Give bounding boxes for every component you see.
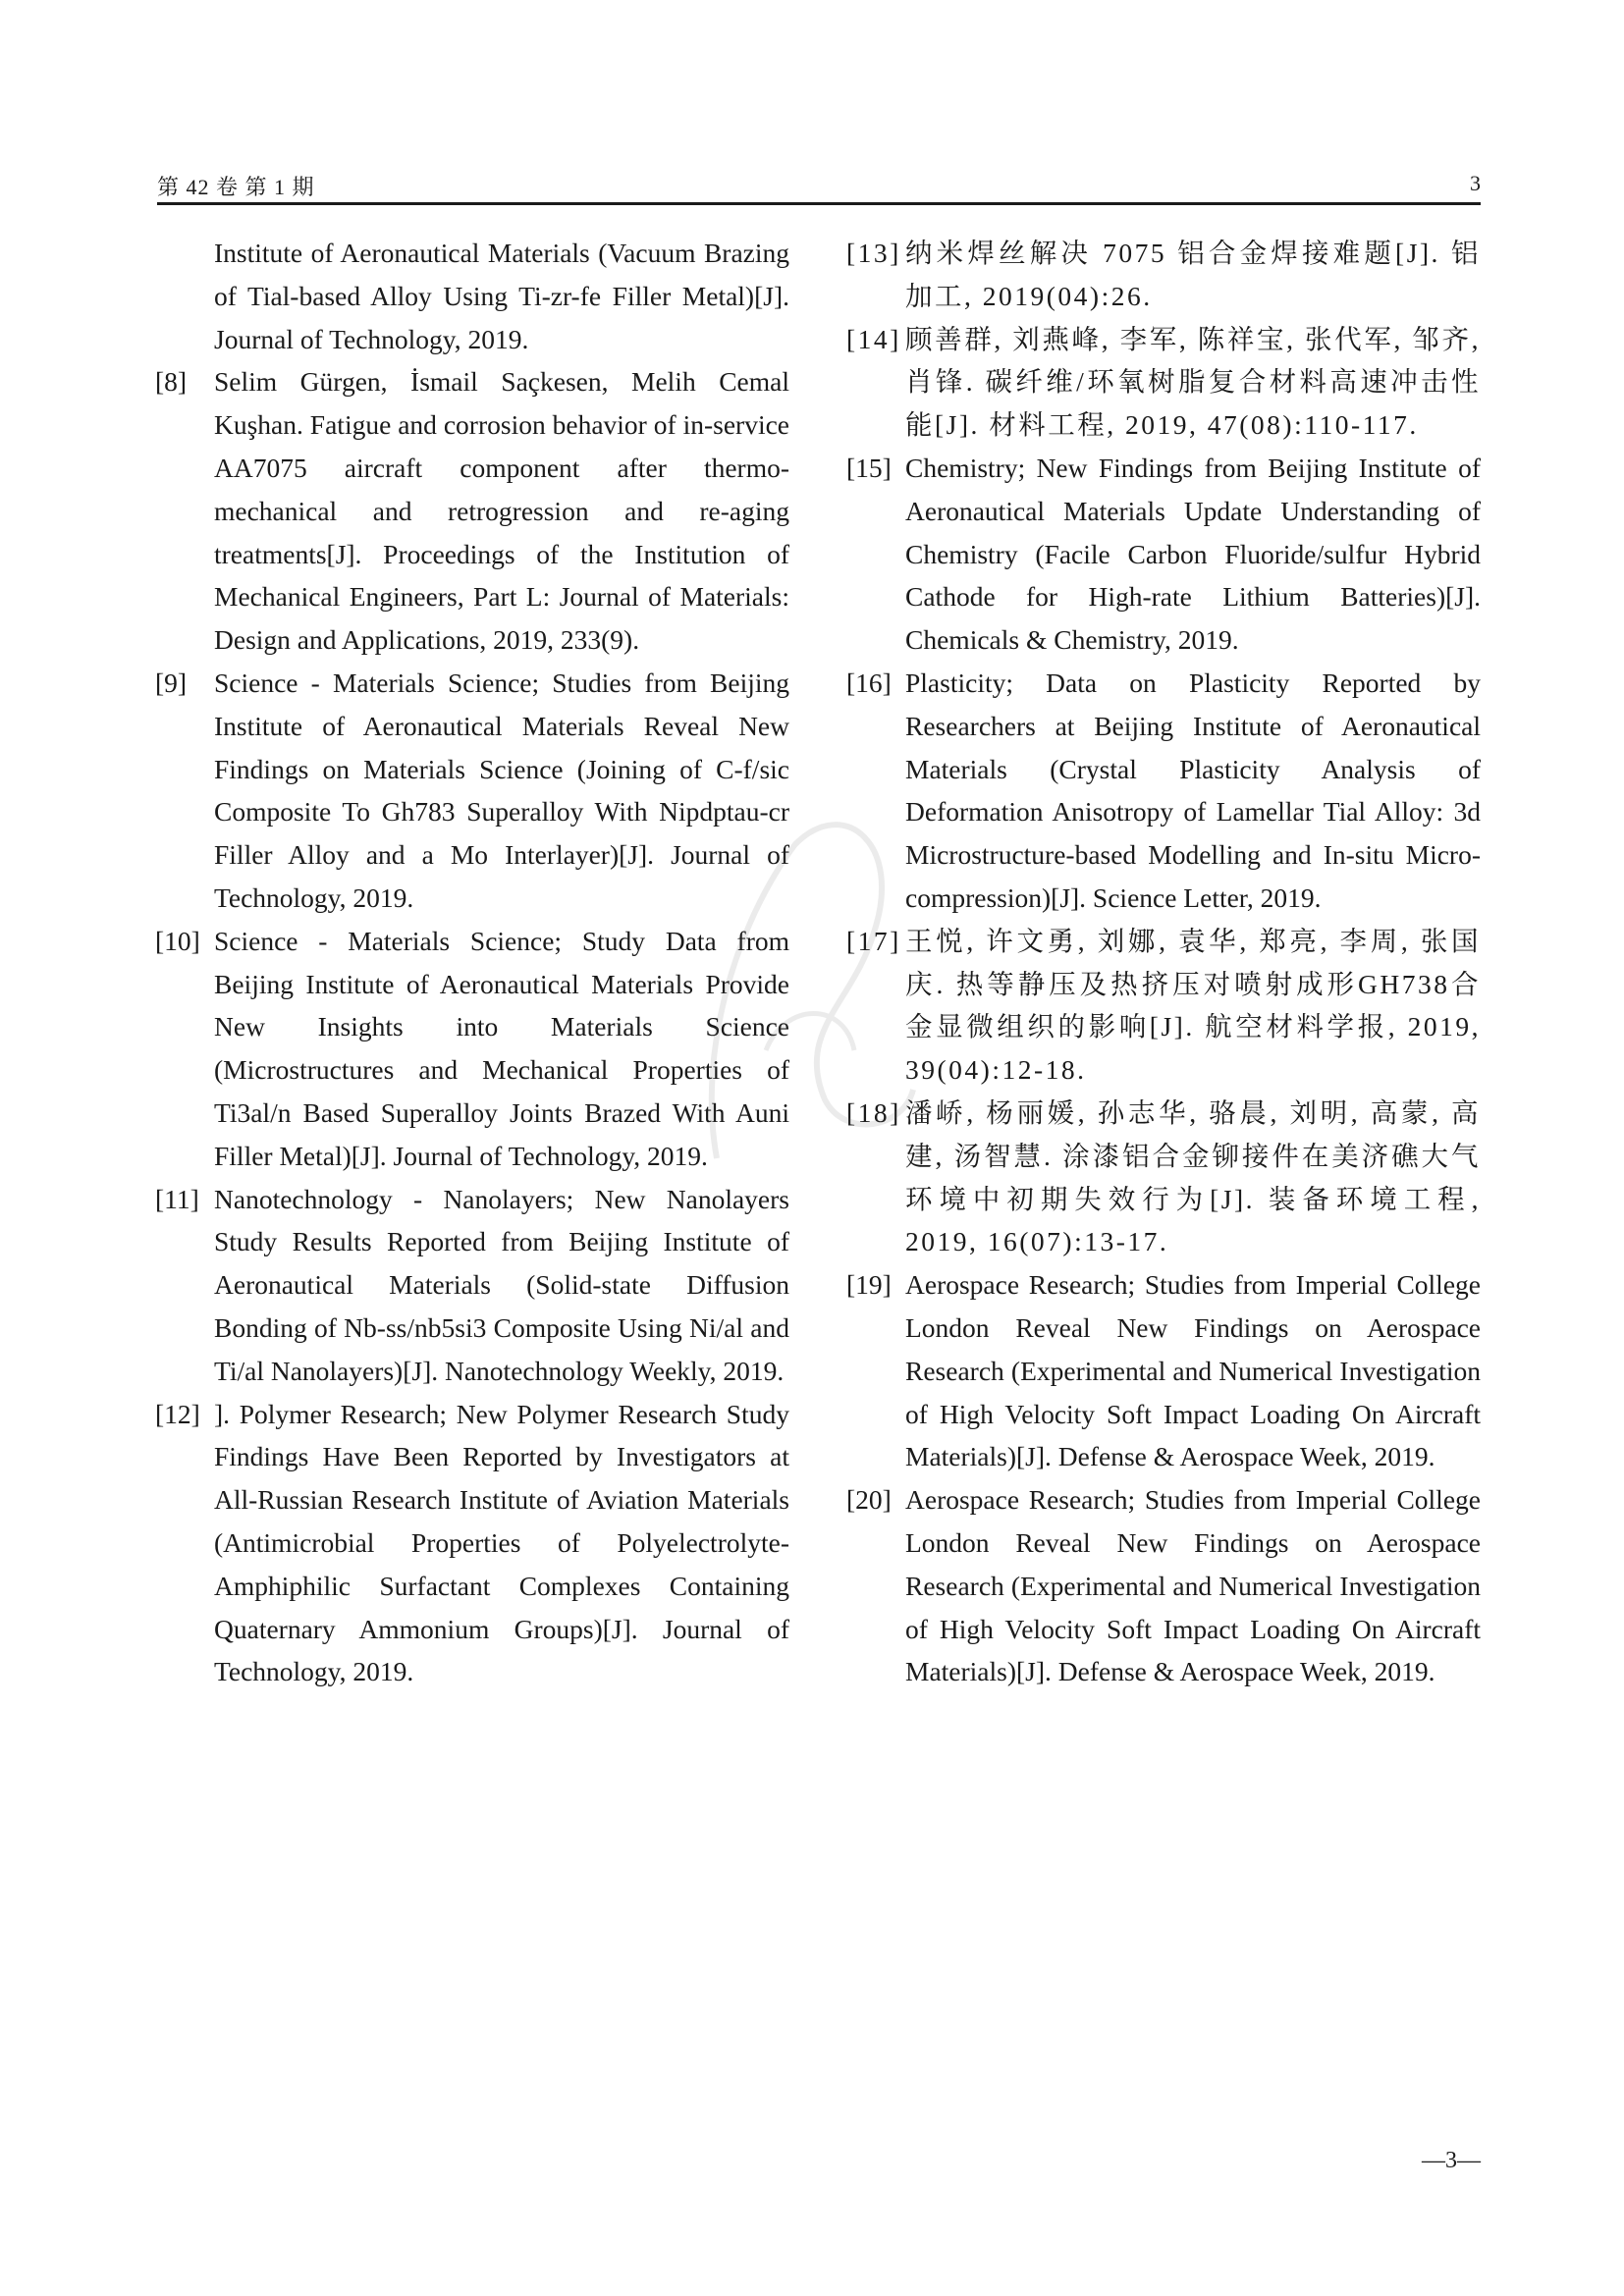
reference-item-20 — [846, 1478, 1481, 1693]
reference-item-13 — [846, 232, 1481, 318]
reference-number: [14] — [846, 323, 901, 354]
faint-watermark — [677, 805, 933, 1178]
reference-text: Institute of Aeronautical Materials (Vacuum Brazing of Tial-based Alloy Using Ti-zr-fe Filler Metal)[J]. Journal of Technology, 2019. — [214, 238, 789, 354]
reference-text: 王悦, 许文勇, 刘娜, 袁华, 郑亮, 李周, 张国庆. 热等静压及热挤压对喷射成形GH738合金显微组织的影响[J]. 航空材料学报, 2019, 39(04):12-18. — [905, 925, 1481, 1086]
reference-number: [18] — [846, 1096, 901, 1128]
reference-number: [10] — [155, 925, 200, 956]
reference-item-16 — [846, 662, 1481, 920]
reference-number: [17] — [846, 925, 901, 956]
reference-item-18 — [846, 1092, 1481, 1263]
reference-number: [19] — [846, 1269, 892, 1301]
reference-item-8 — [155, 360, 789, 662]
reference-text: Aerospace Research; Studies from Imperial College London Reveal New Findings on Aerospace Research (Experimental and Numerical Investigation of High Velocity Soft Impact Loading On Aircraft Materials)[J]. Defense & Aerospace Week, 2019. — [905, 1484, 1481, 1687]
reference-number: [13] — [846, 238, 901, 268]
reference-number: [11] — [155, 1183, 199, 1214]
reference-text: ]. Polymer Research; New Polymer Research Study Findings Have Been Reported by Investigators at All-Russian Research Institute of Aviation Materials (Antimicrobial Properties of Polyelectrolyte-Amphiphilic Surfactant Complexes Containing Quaternary Ammonium Groups)[J]. Journal of Technology, 2019. — [214, 1398, 789, 1687]
reference-text: 潘峤, 杨丽媛, 孙志华, 骆晨, 刘明, 高蒙, 高建, 汤智慧. 涂漆铝合金铆接件在美济礁大气环境中初期失效行为[J]. 装备环境工程, 2019, 16(07):13-17. — [905, 1096, 1481, 1257]
header-rule — [157, 202, 1481, 205]
reference-number: [12] — [155, 1398, 200, 1429]
reference-text: 纳米焊丝解决 7075 铝合金焊接难题[J]. 铝加工, 2019(04):26. — [905, 238, 1481, 311]
reference-number: [20] — [846, 1484, 892, 1516]
right-reference-column — [846, 232, 1481, 1693]
reference-number: [8] — [155, 366, 188, 398]
reference-item-12 — [155, 1393, 789, 1694]
reference-item-7-continued — [155, 232, 789, 360]
reference-text: Science - Materials Science; Studies from Beijing Institute of Aeronautical Materials Reveal New Findings on Materials Science (Joining of C-f/sic Composite To Gh783 Superalloy With Nipdptau-cr Filler Alloy and a Mo Interlayer)[J]. Journal of Technology, 2019. — [214, 667, 789, 913]
reference-item-15 — [846, 447, 1481, 662]
reference-item-14 — [846, 318, 1481, 447]
watermark-stroke — [766, 1014, 854, 1051]
reference-text: Aerospace Research; Studies from Imperial College London Reveal New Findings on Aerospace Research (Experimental and Numerical Investigation of High Velocity Soft Impact Loading On Aircraft Materials)[J]. Defense & Aerospace Week, 2019. — [905, 1269, 1481, 1472]
running-header — [157, 171, 1481, 204]
reference-number: [16] — [846, 667, 892, 698]
reference-number: [15] — [846, 452, 892, 483]
journal-issue: 第 42 卷 第 1 期 — [157, 175, 315, 199]
reference-text: Chemistry; New Findings from Beijing Institute of Aeronautical Materials Update Understanding of Chemistry (Facile Carbon Fluoride/sulfur Hybrid Cathode for High-rate Lithium Batteries)[J]. Chemicals & Chemistry, 2019. — [905, 452, 1481, 656]
header-page-number: 3 — [1470, 171, 1481, 195]
footer-page-label: —3— — [1422, 2148, 1481, 2173]
reference-text: 顾善群, 刘燕峰, 李军, 陈祥宝, 张代军, 邹齐, 肖锋. 碳纤维/环氧树脂复合材料高速冲击性能[J]. 材料工程, 2019, 47(08):110-117. — [905, 323, 1481, 441]
reference-number: [9] — [155, 667, 188, 698]
reference-text: Science - Materials Science; Study Data from Beijing Institute of Aeronautical Materials Provide New Insights into Materials Science (Microstructures and Mechanical Properties of Ti3al/n Based Superalloy Joints Brazed With Auni Filler Metal)[J]. Journal of Technology, 2019. — [214, 925, 789, 1171]
reference-text: Selim Gürgen, İsmail Saçkesen, Melih Cemal Kuşhan. Fatigue and corrosion behavior of in-service AA7075 aircraft component after thermo-mechanical and retrogression and re-aging treatments[J]. Proceedings of the Institution of Mechanical Engineers, Part L: Journal of Materials: Design and Applications, 2019, 233(9). — [214, 366, 789, 656]
reference-text: Plasticity; Data on Plasticity Reported by Researchers at Beijing Institute of Aeronautical Materials (Crystal Plasticity Analysis of Deformation Anisotropy of Lamellar Tial Alloy: 3d Microstructure-based Modelling and In-situ Micro-compression)[J]. Science Letter, 2019. — [905, 667, 1481, 913]
reference-item-17 — [846, 920, 1481, 1092]
reference-item-19 — [846, 1263, 1481, 1478]
reference-item-11 — [155, 1178, 789, 1393]
watermark-stroke — [712, 825, 913, 1158]
reference-text: Nanotechnology - Nanolayers; New Nanolayers Study Results Reported from Beijing Institute of Aeronautical Materials (Solid-state Diffusion Bonding of Nb-ss/nb5si3 Composite Using Ni/al and Ti/al Nanolayers)[J]. Nanotechnology Weekly, 2019. — [214, 1183, 789, 1386]
